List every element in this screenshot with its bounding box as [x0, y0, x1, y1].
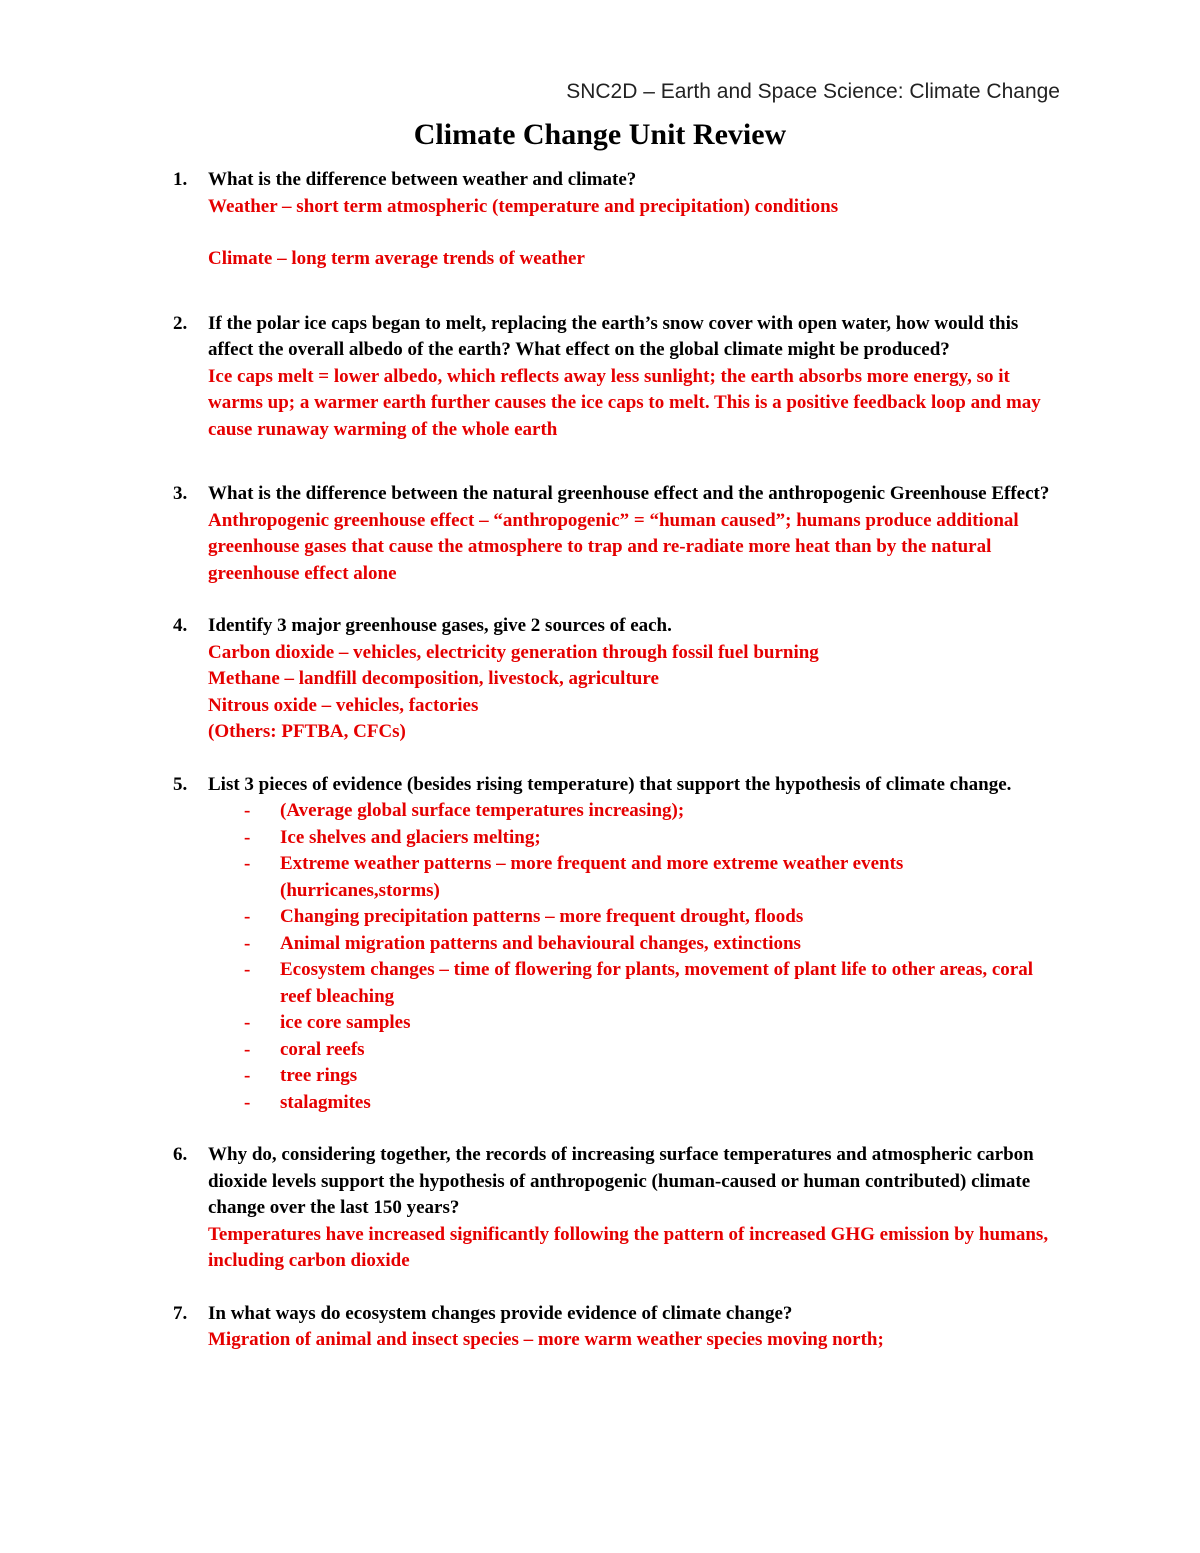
- question-text: What is the difference between the natural greenhouse effect and the anthropogenic Greenhouse Effect?: [208, 483, 1050, 504]
- question-text: List 3 pieces of evidence (besides rising temperature) that support the hypothesis of climate change.: [208, 773, 1012, 795]
- list-item: - Changing precipitation patterns – more frequent drought, floods: [244, 906, 804, 927]
- question-text: In what ways do ecosystem changes provide evidence of climate change?: [208, 1302, 793, 1324]
- question-3: [0, 481, 1200, 587]
- question-text: Why do, considering together, the records of increasing surface temperatures and atmospheric carbon dioxide levels support the hypothesis of anthropogenic (human-caused or human contributed) climate change over the last 150 years?: [208, 1144, 1034, 1218]
- question-2: [0, 311, 1200, 444]
- answer-text: Nitrous oxide – vehicles, factories: [208, 694, 479, 716]
- answer-text: Temperatures have increased significantly following the pattern of increased GHG emission by humans, including carbon dioxide: [208, 1223, 1049, 1271]
- list-item: - Ice shelves and glaciers melting;: [244, 826, 541, 848]
- question-number: 5.: [173, 773, 188, 795]
- question-text: What is the difference between weather and climate?: [208, 169, 637, 190]
- question-4: [0, 613, 1200, 746]
- list-item: - Ecosystem changes – time of flowering for plants, movement of plant life to other areas, coral reef bleaching: [244, 959, 1034, 1007]
- answer-text: Anthropogenic greenhouse effect – “anthropogenic” = “human caused”; humans produce additional greenhouse gases that cause the atmosphere to trap and re-radiate more heat than by the natural greenhouse effect alone: [208, 509, 1019, 584]
- answer-text: (Others: PFTBA, CFCs): [208, 721, 406, 742]
- question-number: 4.: [173, 615, 188, 636]
- list-item: - (Average global surface temperatures increasing);: [244, 800, 685, 821]
- page-title: Climate Change Unit Review: [413, 118, 787, 151]
- list-item: - coral reefs: [244, 1038, 365, 1060]
- question-1: [0, 167, 1200, 273]
- list-item: - ice core samples: [244, 1012, 411, 1033]
- list-item: - Extreme weather patterns – more frequent and more extreme weather events (hurricanes,storms): [244, 853, 904, 901]
- question-number: 1.: [173, 169, 188, 190]
- question-text: If the polar ice caps began to melt, replacing the earth’s snow cover with open water, how would this affect the overall albedo of the earth? What effect on the global climate might be produced?: [208, 312, 1019, 360]
- review-questions: [0, 167, 1200, 1354]
- answer-text: Ice caps melt = lower albedo, which reflects away less sunlight; the earth absorbs more energy, so it warms up; a warmer earth further causes the ice caps to melt. This is a positive feedback loop and may cause runaway warming of the whole earth: [208, 365, 1041, 440]
- answer-text: Methane – landfill decomposition, livestock, agriculture: [208, 668, 659, 689]
- question-number: 3.: [173, 483, 188, 504]
- list-item: - tree rings: [244, 1065, 358, 1086]
- answer-text: Climate – long term average trends of weather: [208, 248, 585, 269]
- list-item: - stalagmites: [244, 1091, 371, 1113]
- answer-text: Carbon dioxide – vehicles, electricity generation through fossil fuel burning: [208, 641, 819, 663]
- question-5: [0, 772, 1200, 1117]
- page-header: SNC2D – Earth and Space Science: Climate Change: [566, 80, 1060, 103]
- evidence-list: [208, 798, 1060, 1116]
- answer-text: Migration of animal and insect species – more warm weather species moving north;: [208, 1329, 884, 1350]
- question-7: [0, 1301, 1200, 1354]
- answer-text: Weather – short term atmospheric (temperature and precipitation) conditions: [208, 195, 839, 217]
- list-item: - Animal migration patterns and behavioural changes, extinctions: [244, 932, 801, 954]
- question-number: 6.: [173, 1144, 188, 1165]
- question-number: 2.: [173, 312, 188, 334]
- question-number: 7.: [173, 1302, 188, 1324]
- question-text: Identify 3 major greenhouse gases, give 2 sources of each.: [208, 615, 672, 636]
- question-6: [0, 1142, 1200, 1275]
